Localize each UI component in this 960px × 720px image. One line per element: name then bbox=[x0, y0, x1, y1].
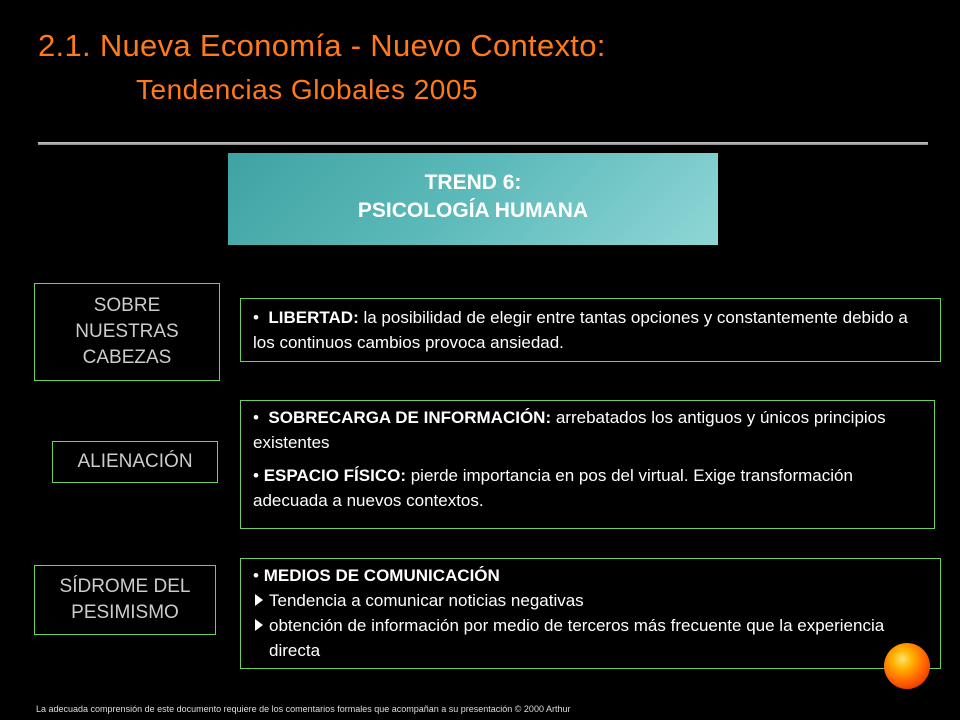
sub-item bbox=[253, 613, 930, 663]
bullet-text: la posibilidad de elegir entre tantas opciones y constantemente debido a los continuos cambios provoca ansiedad. bbox=[253, 308, 908, 352]
trend-number: TREND 6: bbox=[424, 171, 522, 194]
trend-title: PSICOLOGÍA HUMANA bbox=[357, 199, 589, 222]
bullet-term: MEDIOS DE COMUNICACIÓN bbox=[263, 566, 500, 585]
bullet-term: SOBRECARGA DE INFORMACIÓN: bbox=[268, 408, 552, 427]
bullet-icon: • bbox=[253, 566, 259, 585]
page-title: 2.1. Nueva Economía - Nuevo Contexto: bbox=[38, 28, 606, 63]
bullet-text: pierde importancia en pos del virtual. Exige transformación adecuada a nuevos contextos. bbox=[253, 466, 853, 510]
label-line: NUESTRAS bbox=[75, 321, 179, 342]
content-box-libertad bbox=[240, 298, 941, 362]
bullet-term: ESPACIO FÍSICO: bbox=[263, 466, 406, 485]
sub-item-text: obtención de información por medio de terceros más frecuente que la experiencia directa bbox=[269, 616, 885, 660]
footer-note: La adecuada comprensión de este documento requiere de los comentarios formales que acompañan a su presentación © 2000 Arthur bbox=[36, 704, 571, 714]
page-subtitle: Tendencias Globales 2005 bbox=[136, 74, 479, 105]
label-sindrome-pesimismo bbox=[34, 565, 216, 635]
bullet-icon: • bbox=[253, 408, 259, 427]
bullet-icon: • bbox=[253, 466, 259, 485]
triangle-bullet-icon bbox=[255, 619, 263, 631]
content-box-medios bbox=[240, 558, 941, 669]
bullet-item bbox=[253, 405, 924, 455]
triangle-bullet-icon bbox=[255, 594, 263, 606]
sphere-logo-icon bbox=[884, 643, 930, 689]
bullet-item bbox=[253, 463, 924, 513]
label-line: ALIENACIÓN bbox=[77, 451, 193, 472]
bullet-icon: • bbox=[253, 308, 259, 327]
label-line: SOBRE bbox=[93, 295, 161, 316]
trend-banner bbox=[228, 153, 718, 245]
label-alienacion bbox=[52, 441, 218, 483]
bullet-item bbox=[253, 563, 930, 588]
bullet-term: LIBERTAD: bbox=[268, 308, 359, 327]
bullet-text: arrebatados los antiguos y únicos principios existentes bbox=[253, 408, 886, 452]
label-sobre-nuestras-cabezas bbox=[34, 283, 220, 381]
content-box-alienacion bbox=[240, 400, 935, 529]
sub-item bbox=[253, 588, 930, 613]
bullet-item bbox=[253, 305, 930, 355]
label-line: CABEZAS bbox=[82, 347, 172, 368]
label-line: SÍDROME DEL bbox=[59, 576, 191, 597]
divider bbox=[38, 142, 928, 145]
label-line: PESIMISMO bbox=[71, 602, 179, 623]
sub-item-text: Tendencia a comunicar noticias negativas bbox=[269, 591, 584, 610]
